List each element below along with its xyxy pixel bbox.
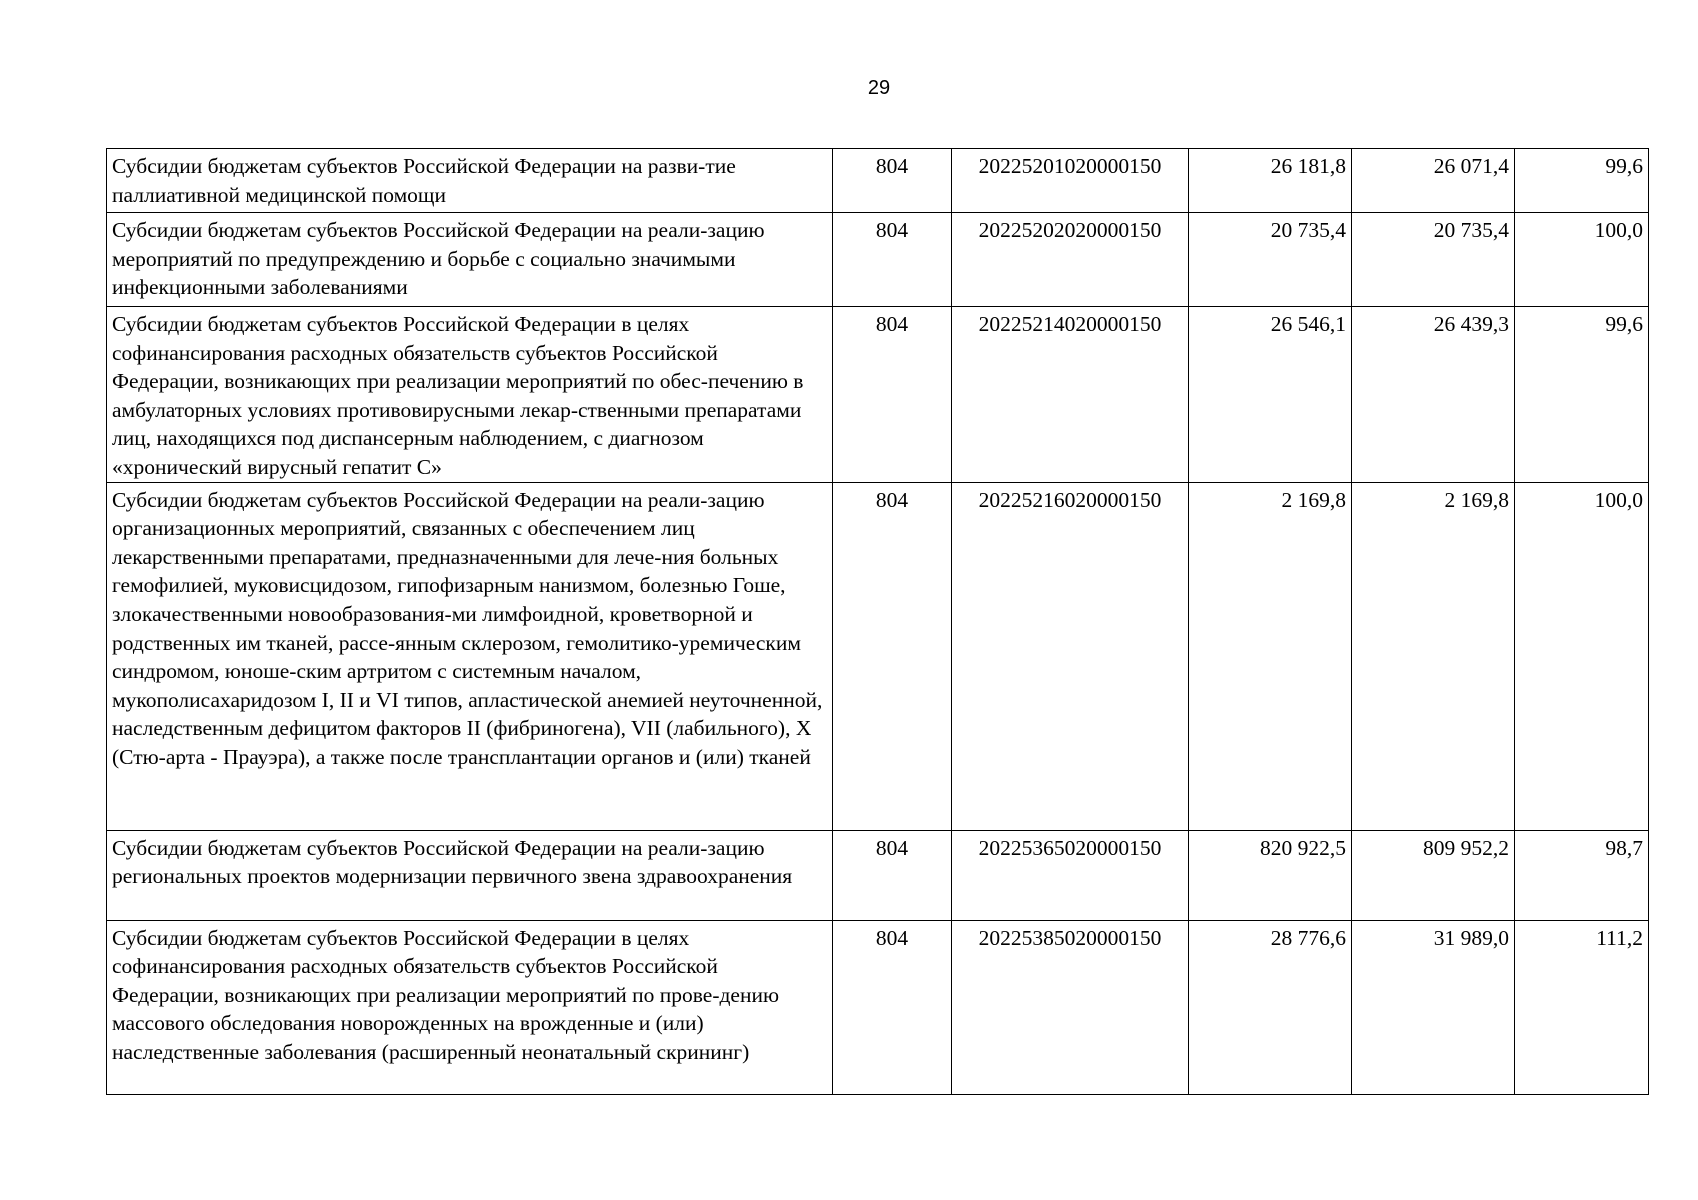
row-admin-code-cell: 804 xyxy=(833,149,952,213)
row-admin-code-cell: 804 xyxy=(833,307,952,483)
row-plan-cell: 26 546,1 xyxy=(1189,307,1352,483)
row-plan-cell: 26 181,8 xyxy=(1189,149,1352,213)
row-percent-cell: 99,6 xyxy=(1515,307,1649,483)
row-plan-cell: 20 735,4 xyxy=(1189,213,1352,307)
row-fact-cell: 26 071,4 xyxy=(1352,149,1515,213)
row-percent-cell: 100,0 xyxy=(1515,213,1649,307)
table-row xyxy=(107,213,1649,307)
row-name-cell: Субсидии бюджетам субъектов Российской Федерации на реали-зацию региональных проектов модернизации первичного звена здравоохранения xyxy=(107,830,833,920)
table-row xyxy=(107,149,1649,213)
row-plan-cell: 820 922,5 xyxy=(1189,830,1352,920)
table-row xyxy=(107,830,1649,920)
row-fact-cell: 2 169,8 xyxy=(1352,482,1515,830)
row-budget-code-cell: 20225214020000150 xyxy=(952,307,1189,483)
row-budget-code-cell: 20225201020000150 xyxy=(952,149,1189,213)
row-budget-code-cell: 20225385020000150 xyxy=(952,920,1189,1094)
row-budget-code-cell: 20225216020000150 xyxy=(952,482,1189,830)
page-number: 29 xyxy=(867,77,891,99)
row-fact-cell: 809 952,2 xyxy=(1352,830,1515,920)
row-fact-cell: 26 439,3 xyxy=(1352,307,1515,483)
row-budget-code-cell: 20225202020000150 xyxy=(952,213,1189,307)
budget-table xyxy=(106,148,1649,1095)
row-name-cell: Субсидии бюджетам субъектов Российской Федерации в целях софинансирования расходных обязательств субъектов Российской Федерации, возникающих при реализации мероприятий по обес-печению в амбулаторных условиях противовирусными лекар-ственными препаратами лиц, находящихся под диспансерным наблюдением, с диагнозом «хронический вирусный гепатит С» xyxy=(107,307,833,483)
row-admin-code-cell: 804 xyxy=(833,920,952,1094)
table-row xyxy=(107,920,1649,1094)
row-name-cell: Субсидии бюджетам субъектов Российской Федерации на разви-тие паллиативной медицинской помощи xyxy=(107,149,833,213)
row-admin-code-cell: 804 xyxy=(833,213,952,307)
table-row xyxy=(107,482,1649,830)
row-percent-cell: 100,0 xyxy=(1515,482,1649,830)
row-plan-cell: 28 776,6 xyxy=(1189,920,1352,1094)
row-percent-cell: 98,7 xyxy=(1515,830,1649,920)
row-percent-cell: 99,6 xyxy=(1515,149,1649,213)
row-name-cell: Субсидии бюджетам субъектов Российской Федерации на реали-зацию организационных мероприятий, связанных с обеспечением лиц лекарственными препаратами, предназначенными для лече-ния больных гемофилией, муковисцидозом, гипофизарным нанизмом, болезнью Гоше, злокачественными новообразования-ми лимфоидной, кроветворной и родственных им тканей, рассе-янным склерозом, гемолитико-уремическим синдромом, юноше-ским артритом с системным началом, мукополисахаридозом I, II и VI типов, апластической анемией неуточненной, наследственным дефицитом факторов II (фибриногена), VII (лабильного), X (Стю-арта - Прауэра), а также после трансплантации органов и (или) тканей xyxy=(107,482,833,830)
row-admin-code-cell: 804 xyxy=(833,830,952,920)
table-row xyxy=(107,307,1649,483)
row-fact-cell: 31 989,0 xyxy=(1352,920,1515,1094)
row-name-cell: Субсидии бюджетам субъектов Российской Федерации на реали-зацию мероприятий по предупреждению и борьбе с социально значимыми инфекционными заболеваниями xyxy=(107,213,833,307)
row-percent-cell: 111,2 xyxy=(1515,920,1649,1094)
row-name-cell: Субсидии бюджетам субъектов Российской Федерации в целях софинансирования расходных обязательств субъектов Российской Федерации, возникающих при реализации мероприятий по прове-дению массового обследования новорожденных на врожденные и (или) наследственные заболевания (расширенный неонатальный скрининг) xyxy=(107,920,833,1094)
row-admin-code-cell: 804 xyxy=(833,482,952,830)
row-budget-code-cell: 20225365020000150 xyxy=(952,830,1189,920)
row-plan-cell: 2 169,8 xyxy=(1189,482,1352,830)
row-fact-cell: 20 735,4 xyxy=(1352,213,1515,307)
